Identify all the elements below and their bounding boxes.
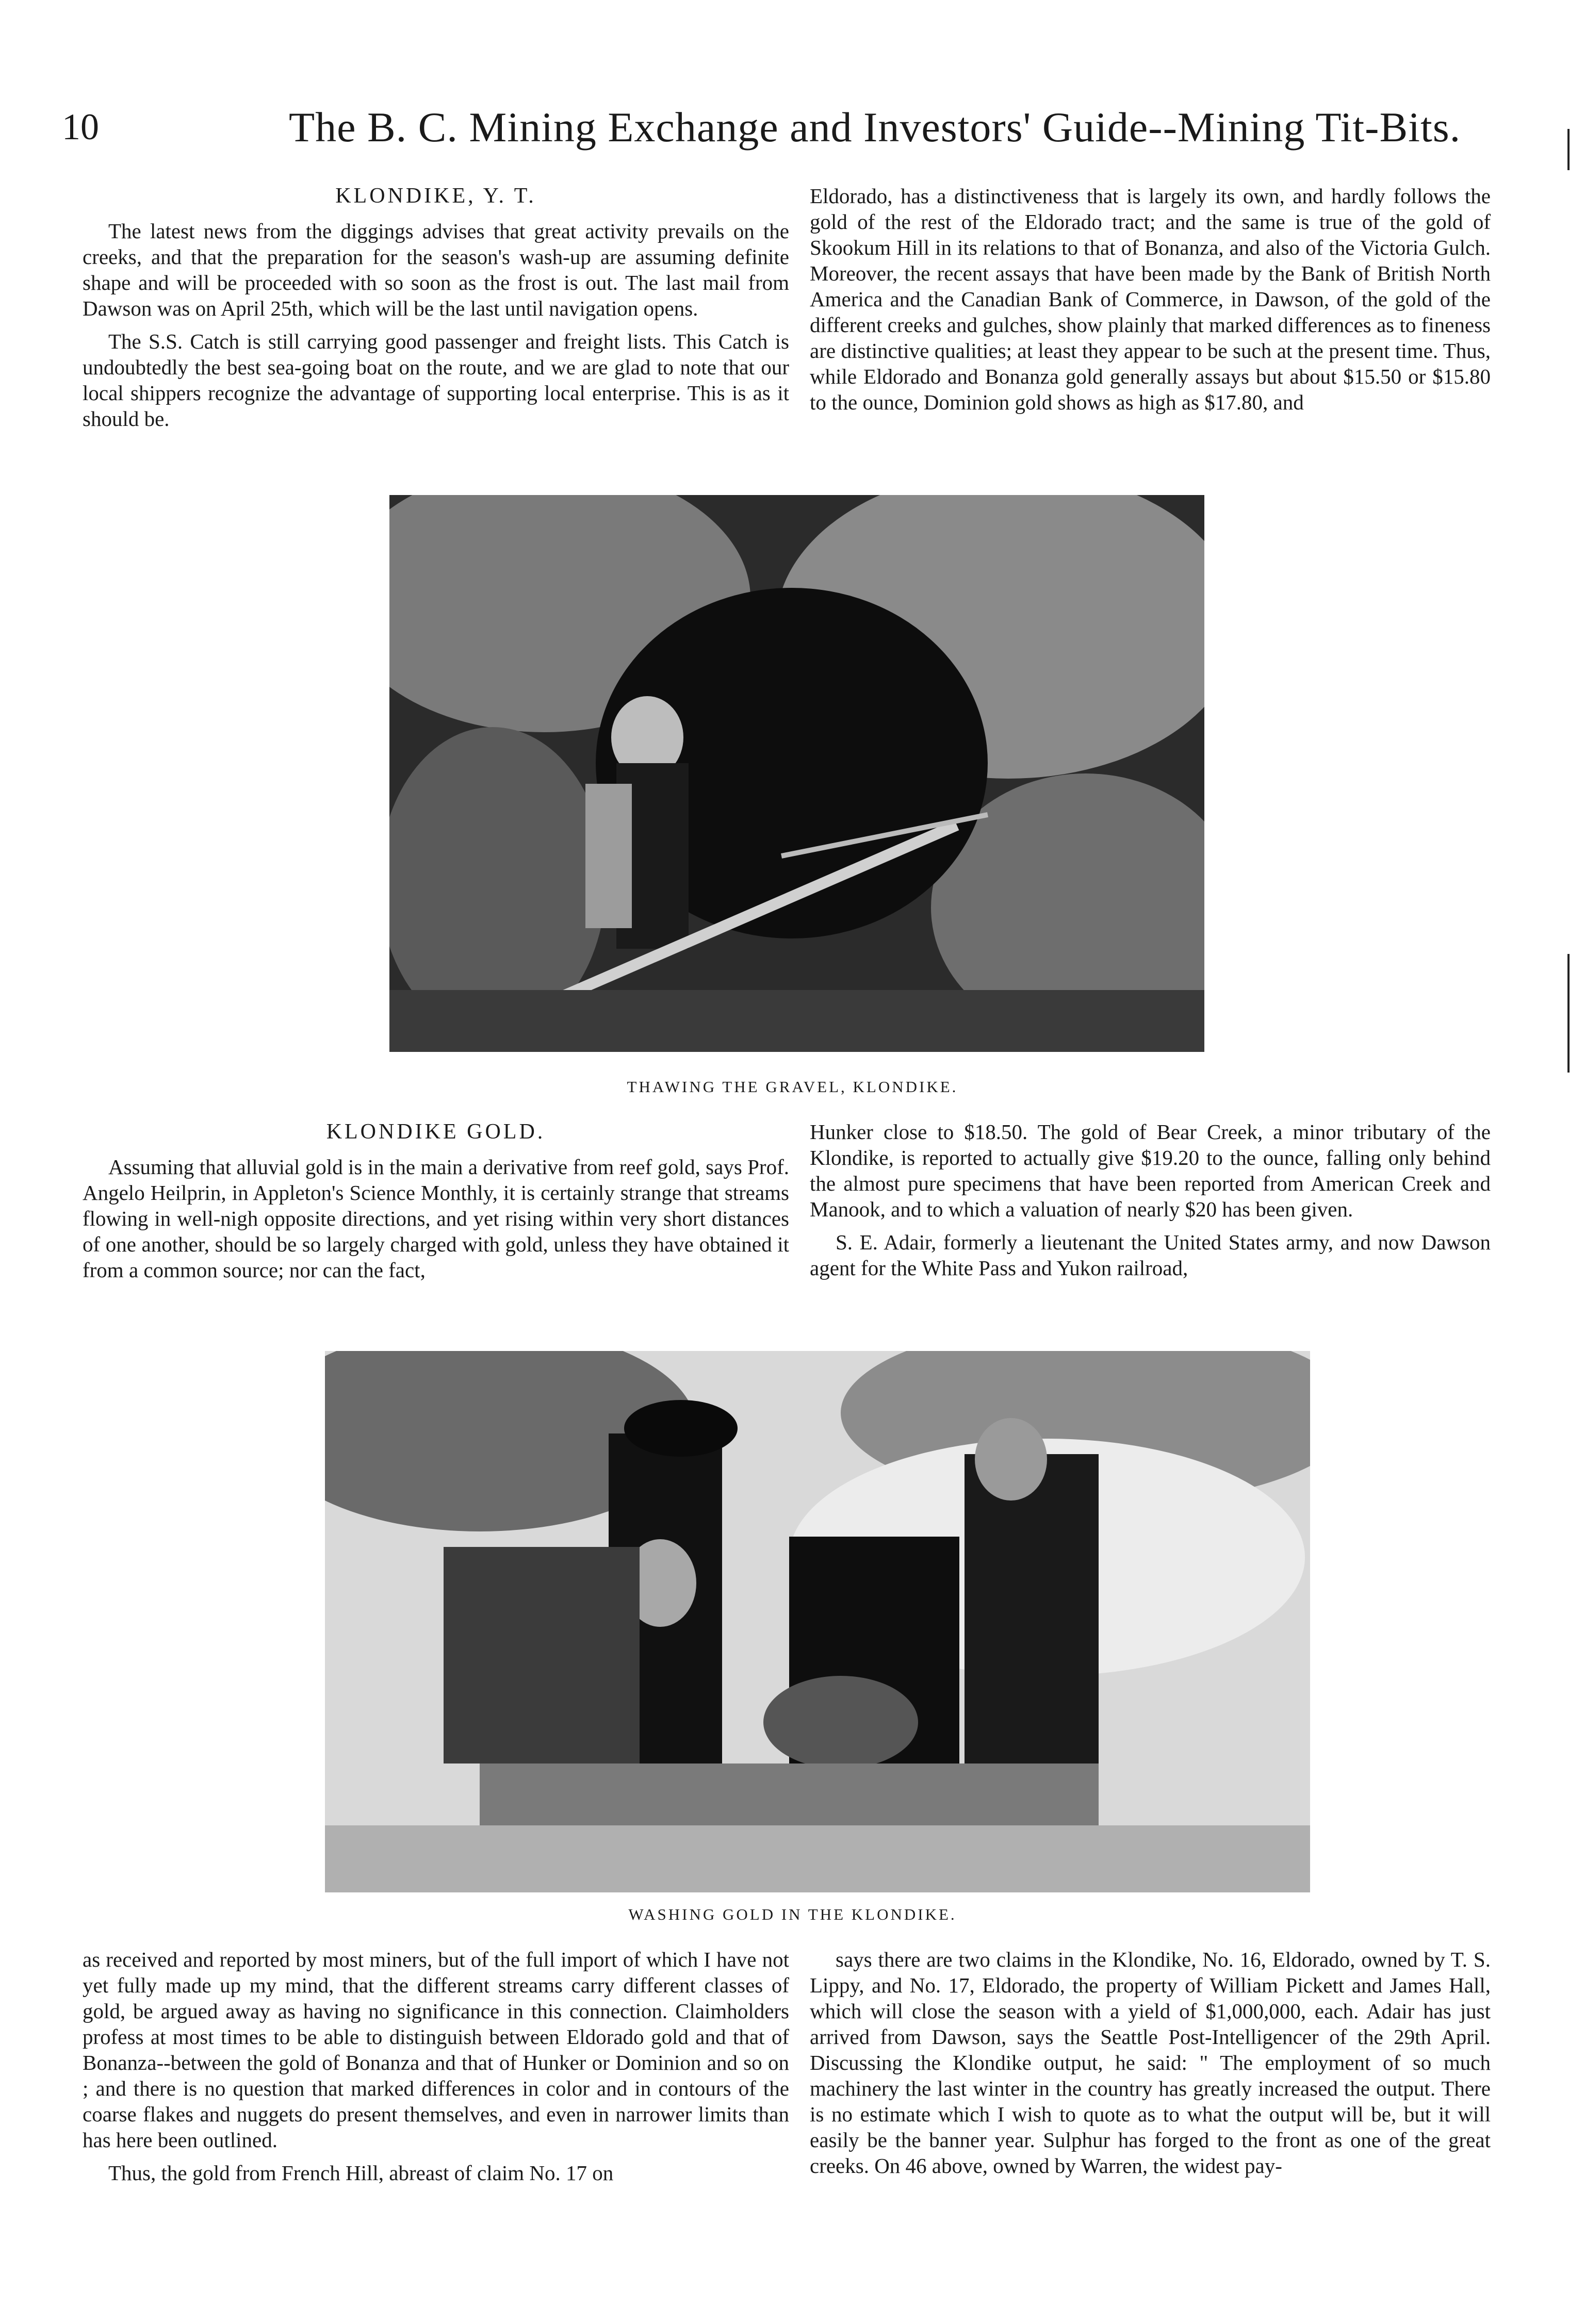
section3-left-column: [83, 1947, 789, 2193]
section2-heading: KLONDIKE GOLD.: [326, 1120, 546, 1144]
section3-right-column: [810, 1947, 1491, 2186]
margin-rule-mid: [1567, 954, 1570, 1073]
photo1-caption: THAWING THE GRAVEL, KLONDIKE.: [627, 1078, 958, 1096]
photo2-caption: WASHING GOLD IN THE KLONDIKE.: [628, 1905, 957, 1923]
section3-right-paragraph: says there are two claims in the Klondike, No. 16, Eldorado, owned by T. S. Lippy, and No. 17, Eldorado, the property of William Pickett and James Hall, which will close the season with a yield of $1,000,000, each. Adair has just arrived from Dawson, says the Seattle Post-Intelligencer of the 29th April. Discussing the Klondike output, he said: " The employment of so much machinery the last winter in the country has greatly increased the output. There is no estimate which I wish to quote as to what the output will be, but it will easily be the banner year. Sulphur has forged to the front as one of the great creeks. On 46 above, owned by Warren, the widest pay-: [810, 1948, 1491, 2178]
section1-heading: KLONDIKE, Y. T.: [335, 184, 536, 208]
section2-right-column: [810, 1119, 1491, 1288]
section3-left-paragraph: Thus, the gold from French Hill, abreast of claim No. 17 on: [108, 2161, 614, 2185]
section2-right-paragraph: S. E. Adair, formerly a lieutenant the United States army, and now Dawson agent for the White Pass and Yukon railroad,: [810, 1230, 1491, 1280]
section2-left-paragraph: Assuming that alluvial gold is in the main a derivative from reef gold, says Prof. Angelo Heilprin, in Appleton's Science Monthly, it is certainly strange that streams flowing in well-nigh opposite directions, and yet rising within very short distances of one another, should be so largely charged with gold, unless they have obtained it from a common source; nor can the fact,: [83, 1155, 789, 1282]
running-title: The B. C. Mining Exchange and Investors' Guide--Mining Tit-Bits.: [289, 104, 1461, 151]
section2-left-column: [83, 1119, 789, 1290]
section2-right-paragraph: Hunker close to $18.50. The gold of Bear Creek, a minor tributary of the Klondike, is reported to actually give $19.20 to the ounce, falling only behind the almost pure specimens that have been reported from American Creek and Manook, and to which a valuation of nearly $20 has been given.: [810, 1120, 1491, 1221]
section1-right-column: [810, 183, 1491, 422]
section1-left-paragraph: The latest news from the diggings advises that great activity prevails on the creeks, and that the preparation for the season's wash-up are assuming definite shape and will be proceeded with so soon as the frost is out. The last mail from Dawson was on April 25th, which will be the last until navigation opens.: [83, 219, 789, 320]
section1-left-column: [83, 183, 789, 439]
margin-rule-top: [1567, 129, 1570, 170]
section1-left-paragraph: The S.S. Catch is still carrying good passenger and freight lists. This Catch is undoubtedly the best sea-going boat on the route, and we are glad to note that our local shippers recognize the advantage of supporting local enterprise. This is as it should be.: [83, 329, 789, 431]
section3-left-paragraph: as received and reported by most miners, but of the full import of which I have not yet fully made up my mind, that the different streams carry different classes of gold, be argued away as having no significance in this connection. Claimholders profess at most times to be able to distinguish between Eldorado gold and that of Bonanza--between the gold of Bonanza and that of Hunker or Dominion and so on ; and there is no question that marked differences in color and in contours of the coarse flakes and nuggets do present themselves, and even in narrower limits than has here been outlined.: [83, 1948, 789, 2152]
photo-washing-gold: [325, 1351, 1310, 1892]
page-number: 10: [62, 106, 99, 147]
photo-thawing-gravel: [389, 495, 1204, 1052]
section1-right-paragraph: Eldorado, has a distinctiveness that is largely its own, and hardly follows the gold of the rest of the Eldorado tract; and the same is true of the gold of Skookum Hill in its relations to that of Bonanza, and also of the Victoria Gulch. Moreover, the recent assays that have been made by the Bank of British North America and the Canadian Bank of Commerce, in Dawson, of the gold of the different creeks and gulches, show plainly that marked differences as to fineness are distinctive qualities; at least they appear to be such at the present time. Thus, while Eldorado and Bonanza gold generally assays but about $15.50 or $15.80 to the ounce, Dominion gold shows as high as $17.80, and: [810, 184, 1491, 414]
